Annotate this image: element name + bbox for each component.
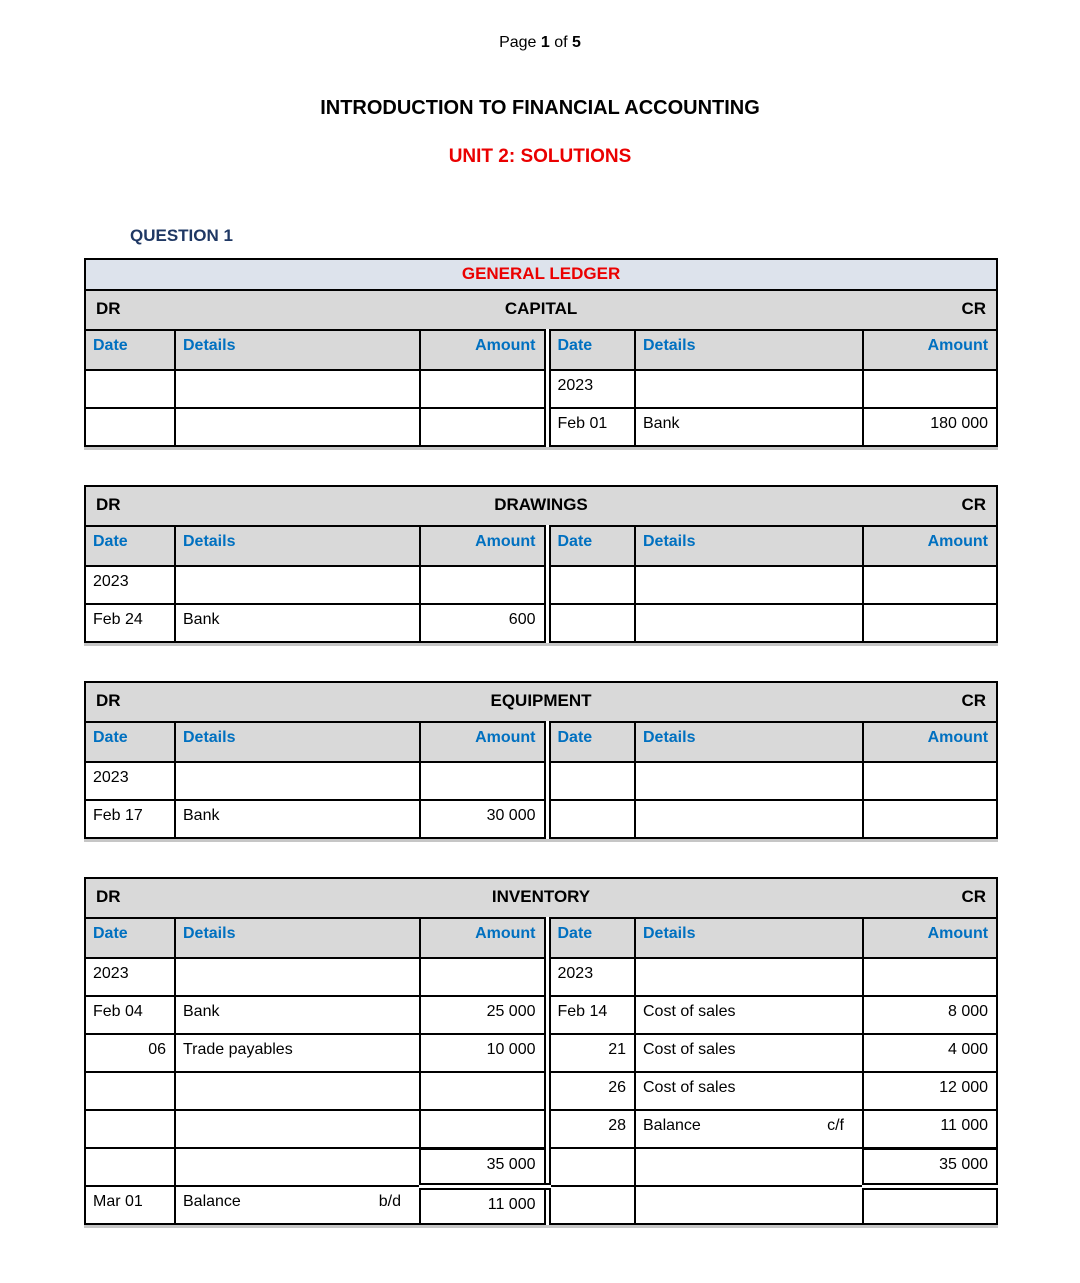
col-header-amount: Amount [420,722,547,762]
amount-cell: 25 000 [420,996,547,1034]
col-header-date: Date [85,526,175,566]
general-ledger-label: GENERAL LEDGER [85,259,997,290]
date-cell [85,1110,175,1148]
ledger-row [85,370,997,408]
date-cell: Feb 01 [547,408,635,446]
amount-cell [420,370,547,408]
col-header-amount: Amount [420,526,547,566]
details-text: Balance [643,1117,701,1134]
details-cell [175,408,420,446]
col-header-amount: Amount [863,526,997,566]
amount-cell [420,1072,547,1110]
totals-row [85,1148,997,1186]
col-header-amount: Amount [863,330,997,370]
col-header-date: Date [85,330,175,370]
details-cell [175,958,420,996]
amount-cell [863,800,997,838]
amount-cell [420,566,547,604]
ledger-row [85,408,997,446]
page-number-total: 5 [572,34,581,51]
account-title-row [85,486,997,526]
date-cell [547,1148,635,1186]
details-cell [175,1148,420,1186]
details-cell [175,1110,420,1148]
column-header-row [85,918,997,958]
date-cell [547,566,635,604]
date-cell [85,1148,175,1186]
col-header-date: Date [85,918,175,958]
details-cell: Bank [635,408,863,446]
ledger-row [85,996,997,1034]
col-header-amount: Amount [863,918,997,958]
account-name: DRAWINGS [494,495,588,514]
inventory-account-table [84,877,998,1225]
date-cell: 2023 [547,958,635,996]
amount-cell [420,762,547,800]
general-ledger-banner [85,259,997,290]
date-cell: 2023 [85,566,175,604]
amount-cell [863,958,997,996]
ledger-row [85,958,997,996]
drawings-account-table [84,485,998,643]
details-cell: Cost of sales [635,1034,863,1072]
details-cell: Bank [175,800,420,838]
col-header-details: Details [175,526,420,566]
date-cell: 28 [547,1110,635,1148]
cr-label: CR [961,887,987,906]
document-subtitle: UNIT 2: SOLUTIONS [448,146,632,167]
amount-cell: 4 000 [863,1034,997,1072]
col-header-details: Details [635,722,863,762]
total-amount-cell: 35 000 [420,1148,547,1186]
details-cell [175,1186,420,1224]
ledger-row [85,566,997,604]
col-header-details: Details [635,918,863,958]
ledger-row [85,1110,997,1148]
cr-label: CR [961,691,987,710]
cr-label: CR [961,495,986,514]
date-cell [547,762,635,800]
amount-cell [420,958,547,996]
amount-cell [863,1186,997,1224]
col-header-details: Details [175,918,420,958]
column-header-row [85,330,997,370]
ledger-row [85,1034,997,1072]
amount-cell: 600 [420,604,547,642]
page-number-prefix: Page [499,34,541,51]
amount-cell: 11 000 [420,1186,547,1224]
page-number-middle: of [549,34,573,51]
ledger-row [85,604,997,642]
col-header-details: Details [175,330,420,370]
page-number-current: 1 [540,34,550,51]
date-cell: Mar 01 [85,1186,175,1224]
amount-cell [863,566,997,604]
amount-cell [420,408,547,446]
col-header-details: Details [635,526,863,566]
col-header-details: Details [635,330,863,370]
account-title-row [85,682,997,722]
col-header-date: Date [547,722,635,762]
details-cell [635,370,863,408]
account-name: INVENTORY [491,887,591,906]
date-cell: 26 [547,1072,635,1110]
col-header-date: Date [547,918,635,958]
details-cell [635,1110,863,1148]
date-cell [85,1072,175,1110]
details-cell: Bank [175,604,420,642]
date-cell: Feb 17 [85,800,175,838]
date-cell: Feb 04 [85,996,175,1034]
date-cell [547,604,635,642]
col-header-amount: Amount [420,330,547,370]
date-cell [85,370,175,408]
details-cell [635,762,863,800]
col-header-date: Date [547,330,635,370]
dr-label: DR [96,495,121,514]
amount-cell: 11 000 [863,1110,997,1148]
date-cell: 21 [547,1034,635,1072]
date-cell [85,408,175,446]
dr-label: DR [96,299,121,318]
amount-cell: 12 000 [863,1072,997,1110]
dr-label: DR [96,691,121,710]
cr-label: CR [961,299,987,318]
amount-cell [420,1110,547,1148]
date-cell: 2023 [85,762,175,800]
date-cell: Feb 14 [547,996,635,1034]
account-title-row [85,290,997,330]
account-title-row [85,878,997,918]
dr-label: DR [96,887,121,906]
details-text: Balance [183,1193,241,1210]
col-header-date: Date [547,526,635,566]
amount-cell: 10 000 [420,1034,547,1072]
column-header-row [85,722,997,762]
details-cell [635,1148,863,1186]
details-cell: Cost of sales [635,996,863,1034]
details-cell: Cost of sales [635,1072,863,1110]
details-cell: Trade payables [175,1034,420,1072]
details-cell [175,370,420,408]
details-cell [635,1186,863,1224]
amount-cell [863,762,997,800]
amount-cell: 180 000 [863,408,997,446]
capital-account-table [84,258,998,447]
date-cell [547,1186,635,1224]
details-cell [635,958,863,996]
ledger-row [85,1186,997,1224]
date-cell: 06 [85,1034,175,1072]
date-cell: 2023 [85,958,175,996]
ledger-row [85,762,997,800]
amount-cell [863,604,997,642]
col-header-date: Date [85,722,175,762]
details-cell: Bank [175,996,420,1034]
col-header-amount: Amount [420,918,547,958]
date-cell: 2023 [547,370,635,408]
details-cell [635,604,863,642]
date-cell [547,800,635,838]
details-cell [635,566,863,604]
details-cell [635,800,863,838]
account-name: EQUIPMENT [490,691,592,710]
details-cell [175,1072,420,1110]
amount-cell: 8 000 [863,996,997,1034]
details-cell [175,762,420,800]
ledger-row [85,800,997,838]
brought-down-ref: b/d [378,1193,401,1210]
date-cell: Feb 24 [85,604,175,642]
details-cell [175,566,420,604]
amount-cell [863,370,997,408]
column-header-row [85,526,997,566]
col-header-amount: Amount [863,722,997,762]
carried-forward-ref: c/f [827,1117,844,1134]
equipment-account-table [84,681,998,839]
document-title: INTRODUCTION TO FINANCIAL ACCOUNTING [320,97,760,119]
total-amount-cell: 35 000 [863,1148,997,1186]
ledger-row [85,1072,997,1110]
question-heading: QUESTION 1 [130,226,233,245]
amount-cell: 30 000 [420,800,547,838]
col-header-details: Details [175,722,420,762]
account-name: CAPITAL [504,299,578,318]
page-number [0,0,1080,52]
